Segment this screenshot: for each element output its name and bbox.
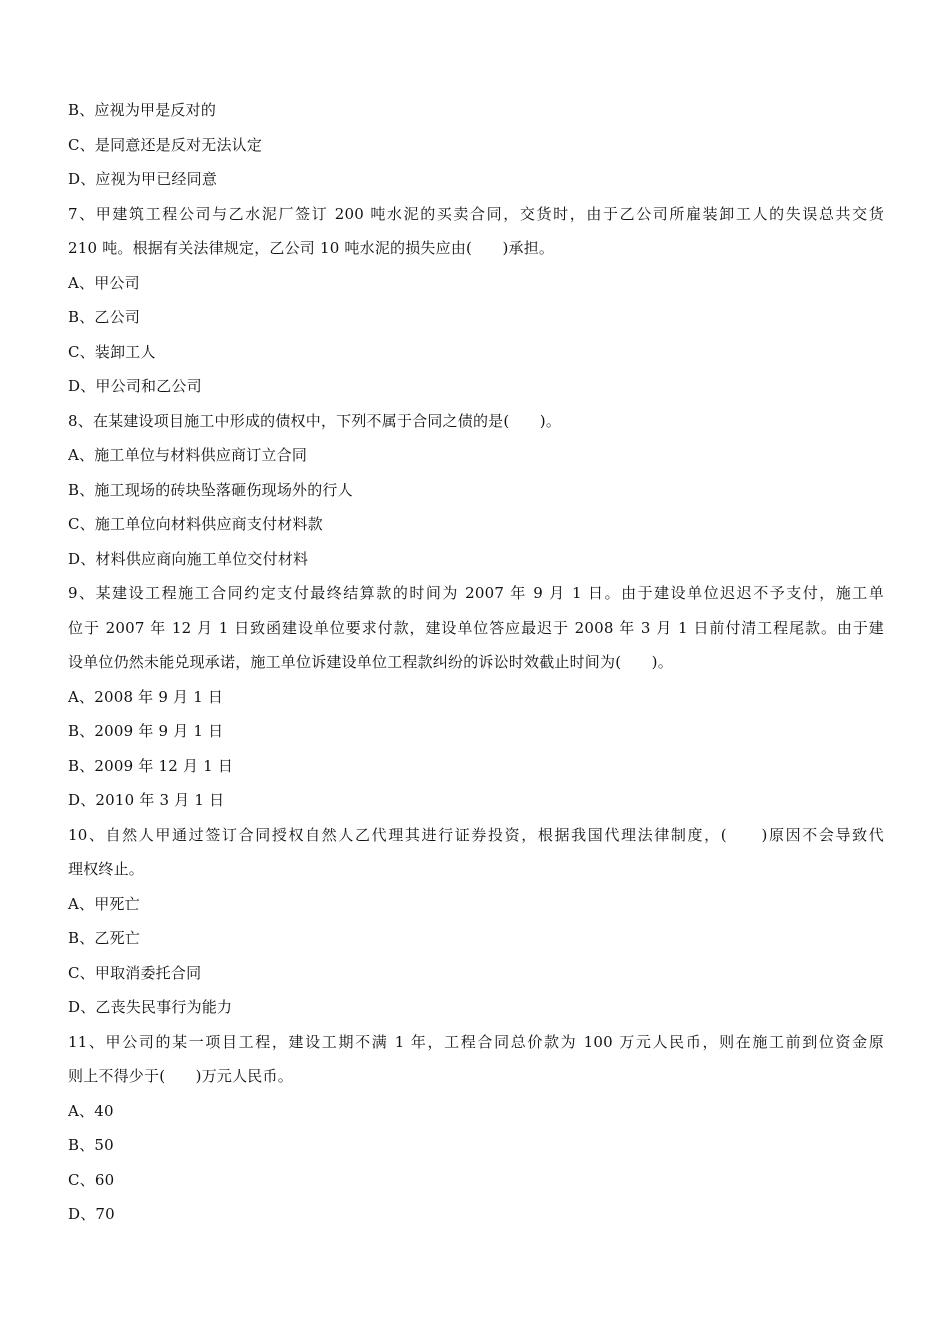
question-7-line-1: 7、甲建筑工程公司与乙水泥厂签订 200 吨水泥的买卖合同，交货时，由于乙公司所雇装卸工人的失误总共交货 <box>68 204 884 223</box>
question-9-line-3: 设单位仍然未能兑现承诺，施工单位诉建设单位工程款纠纷的诉讼时效截止时间为( )。 <box>68 653 673 671</box>
option-line: C、施工单位向材料供应商支付材料款 <box>68 515 323 533</box>
question-9-line-2: 位于 2007 年 12 月 1 日致函建设单位要求付款，建设单位答应最迟于 2008 年 3 月 1 日前付清工程尾款。由于建 <box>68 618 884 637</box>
option-line: B、2009 年 12 月 1 日 <box>68 756 234 775</box>
question-8-line: 8、在某建设项目施工中形成的债权中，下列不属于合同之债的是( )。 <box>68 411 562 430</box>
question-9-line-1: 9、某建设工程施工合同约定支付最终结算款的时间为 2007 年 9 月 1 日。由于建设单位迟迟不予支付，施工单 <box>68 584 884 602</box>
option-line: D、2010 年 3 月 1 日 <box>68 791 225 809</box>
option-line: B、乙死亡 <box>68 929 141 947</box>
option-line: A、2008 年 9 月 1 日 <box>68 687 224 706</box>
option-line: C、是同意还是反对无法认定 <box>68 135 263 154</box>
option-line: B、应视为甲是反对的 <box>68 101 217 119</box>
question-11-line-2: 则上不得少于( )万元人民币。 <box>68 1067 293 1085</box>
option-line: D、乙丧失民事行为能力 <box>68 998 233 1016</box>
option-line: C、甲取消委托合同 <box>68 963 202 982</box>
option-line: D、70 <box>68 1205 115 1223</box>
option-line: D、甲公司和乙公司 <box>68 377 202 395</box>
question-11-line-1: 11、甲公司的某一项目工程，建设工期不满 1 年，工程合同总价款为 100 万元人民币，则在施工前到位资金原 <box>68 1032 884 1051</box>
question-10-line-1: 10、自然人甲通过签订合同授权自然人乙代理其进行证券投资，根据我国代理法律制度，( )原因不会导致代 <box>68 825 884 844</box>
question-10-line-2: 理权终止。 <box>68 860 145 878</box>
option-line: B、2009 年 9 月 1 日 <box>68 722 224 740</box>
option-line: B、施工现场的砖块坠落砸伤现场外的行人 <box>68 480 353 499</box>
option-line: C、60 <box>68 1170 115 1189</box>
option-line: B、50 <box>68 1136 114 1154</box>
option-line: D、应视为甲已经同意 <box>68 170 218 188</box>
option-line: B、乙公司 <box>68 308 141 326</box>
question-7-line-2: 210 吨。根据有关法律规定，乙公司 10 吨水泥的损失应由( )承担。 <box>68 239 555 257</box>
option-line: A、甲公司 <box>68 273 140 292</box>
option-line: A、40 <box>68 1101 114 1120</box>
option-line: A、施工单位与材料供应商订立合同 <box>68 446 308 464</box>
option-line: C、装卸工人 <box>68 342 156 361</box>
document-page <box>68 93 884 1232</box>
option-line: A、甲死亡 <box>68 894 140 913</box>
option-line: D、材料供应商向施工单位交付材料 <box>68 549 309 568</box>
